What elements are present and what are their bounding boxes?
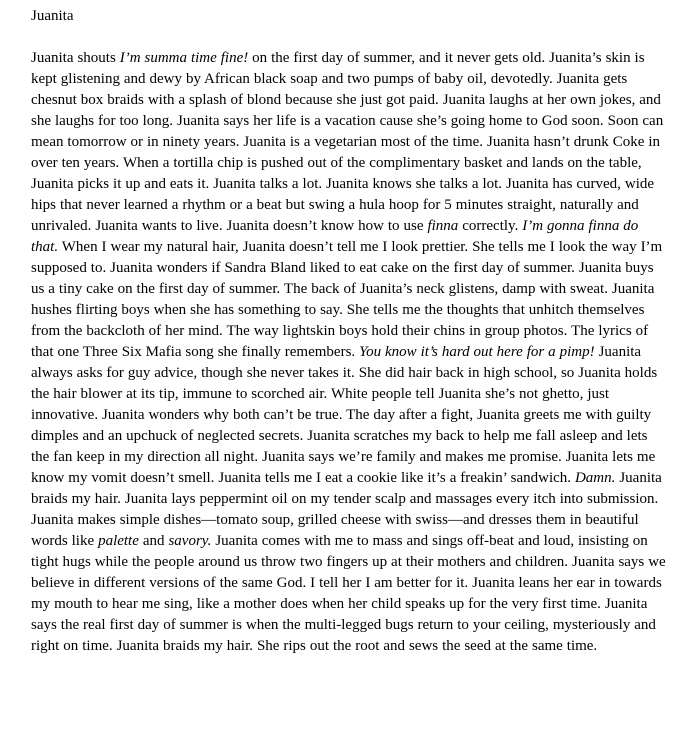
poem-title: Juanita xyxy=(31,8,74,24)
poem-text-run: on the first day of summer, and it never gets old. Juanita’s skin is kept glistening and dewy by African black soap and two pumps of baby oil, devotedly. Juanita gets chesnut box braids with a splash of blond because she just got paid. Juanita laughs at her own jokes, and she laughs for too long. Juanita says her life is a vacation cause she’s going home to God soon. Soon can mean tomorrow or in ninety years. Juanita is a vegetarian most of the time. Juanita hasn’t drunk Coke in over ten years. When a tortilla chip is pushed out of the complimentary basket and lands on the table, Juanita picks it up and eats it. Juanita talks a lot. Juanita knows she talks a lot. Juanita has curved, wide hips that never learned a rhythm or a beat but swing a hula hoop for 5 minutes straight, naturally and unrivaled. Juanita wants to live. Juanita doesn’t know how to use xyxy=(31,50,664,234)
poem-italic-run: You know it’s hard out here for a pimp! xyxy=(359,344,595,360)
poem-text-run: When I wear my natural hair, Juanita doesn’t tell me I look prettier. She tells me I look the way I’m supposed to. Juanita wonders if Sandra Bland liked to eat cake on the first day of summer. Juanita buys us a tiny cake on the first day of summer. The back of Juanita’s neck glistens, damp with sweat. Juanita hushes flirting boys when she has something to say. She tells me the thoughts that unhitch themselves from the backcloth of her mind. The way lightskin boys hold their chins in group photos. The lyrics of that one Three Six Mafia song she finally remembers. xyxy=(31,239,663,360)
poem-italic-run: savory. xyxy=(168,533,212,549)
poem-text-run: Juanita braids my hair. Juanita lays peppermint oil on my tender scalp and massages every itch into submission. Juanita makes simple dishes—tomato soup, grilled cheese with swiss—and dresses them in beautiful words like xyxy=(31,470,662,549)
poem-italic-run: I’m gonna finna do that. xyxy=(31,218,639,255)
poem-text-run: Juanita comes with me to mass and sings off-beat and loud, insisting on tight hugs while the people around us throw two fingers up at their mothers and children. Juanita says we believe in different versions of the same God. I tell her I am better for it. Juanita leans her ear in towards my mouth to hear me sing, like a mother does when her child speaks up for the very first time. Juanita says the real first day of summer is when the multi-legged bugs return to your ceiling, mysteriously and right on time. Juanita braids my hair. She rips out the root and sews the seed at the same time. xyxy=(31,533,666,654)
poem-text-run: and xyxy=(138,533,169,549)
poem-italic-run: finna xyxy=(427,218,459,234)
poem-italic-run: palette xyxy=(98,533,139,549)
poem-text-run: correctly. xyxy=(458,218,523,234)
poem-text-run: Juanita always asks for guy advice, though she never takes it. She did hair back in high school, so Juanita holds the hair blower at its tip, immune to scorched air. White people tell Juanita she’s not ghetto, just innovative. Juanita wonders why both can’t be true. The day after a fight, Juanita greets me with guilty dimples and an upchuck of neglected secrets. Juanita scratches my back to help me fall asleep and lets the fan keep in my direction all night. Juanita says we’re family and makes me promise. Juanita lets me know my vomit doesn’t smell. Juanita tells me I eat a cookie like it’s a freakin’ sandwich. xyxy=(31,344,658,486)
poem-italic-run: Damn. xyxy=(574,470,616,486)
poem-paragraph xyxy=(31,48,668,657)
poem-italic-run: I’m summa time fine! xyxy=(119,50,249,66)
poem-text-run: Juanita shouts xyxy=(31,50,120,66)
